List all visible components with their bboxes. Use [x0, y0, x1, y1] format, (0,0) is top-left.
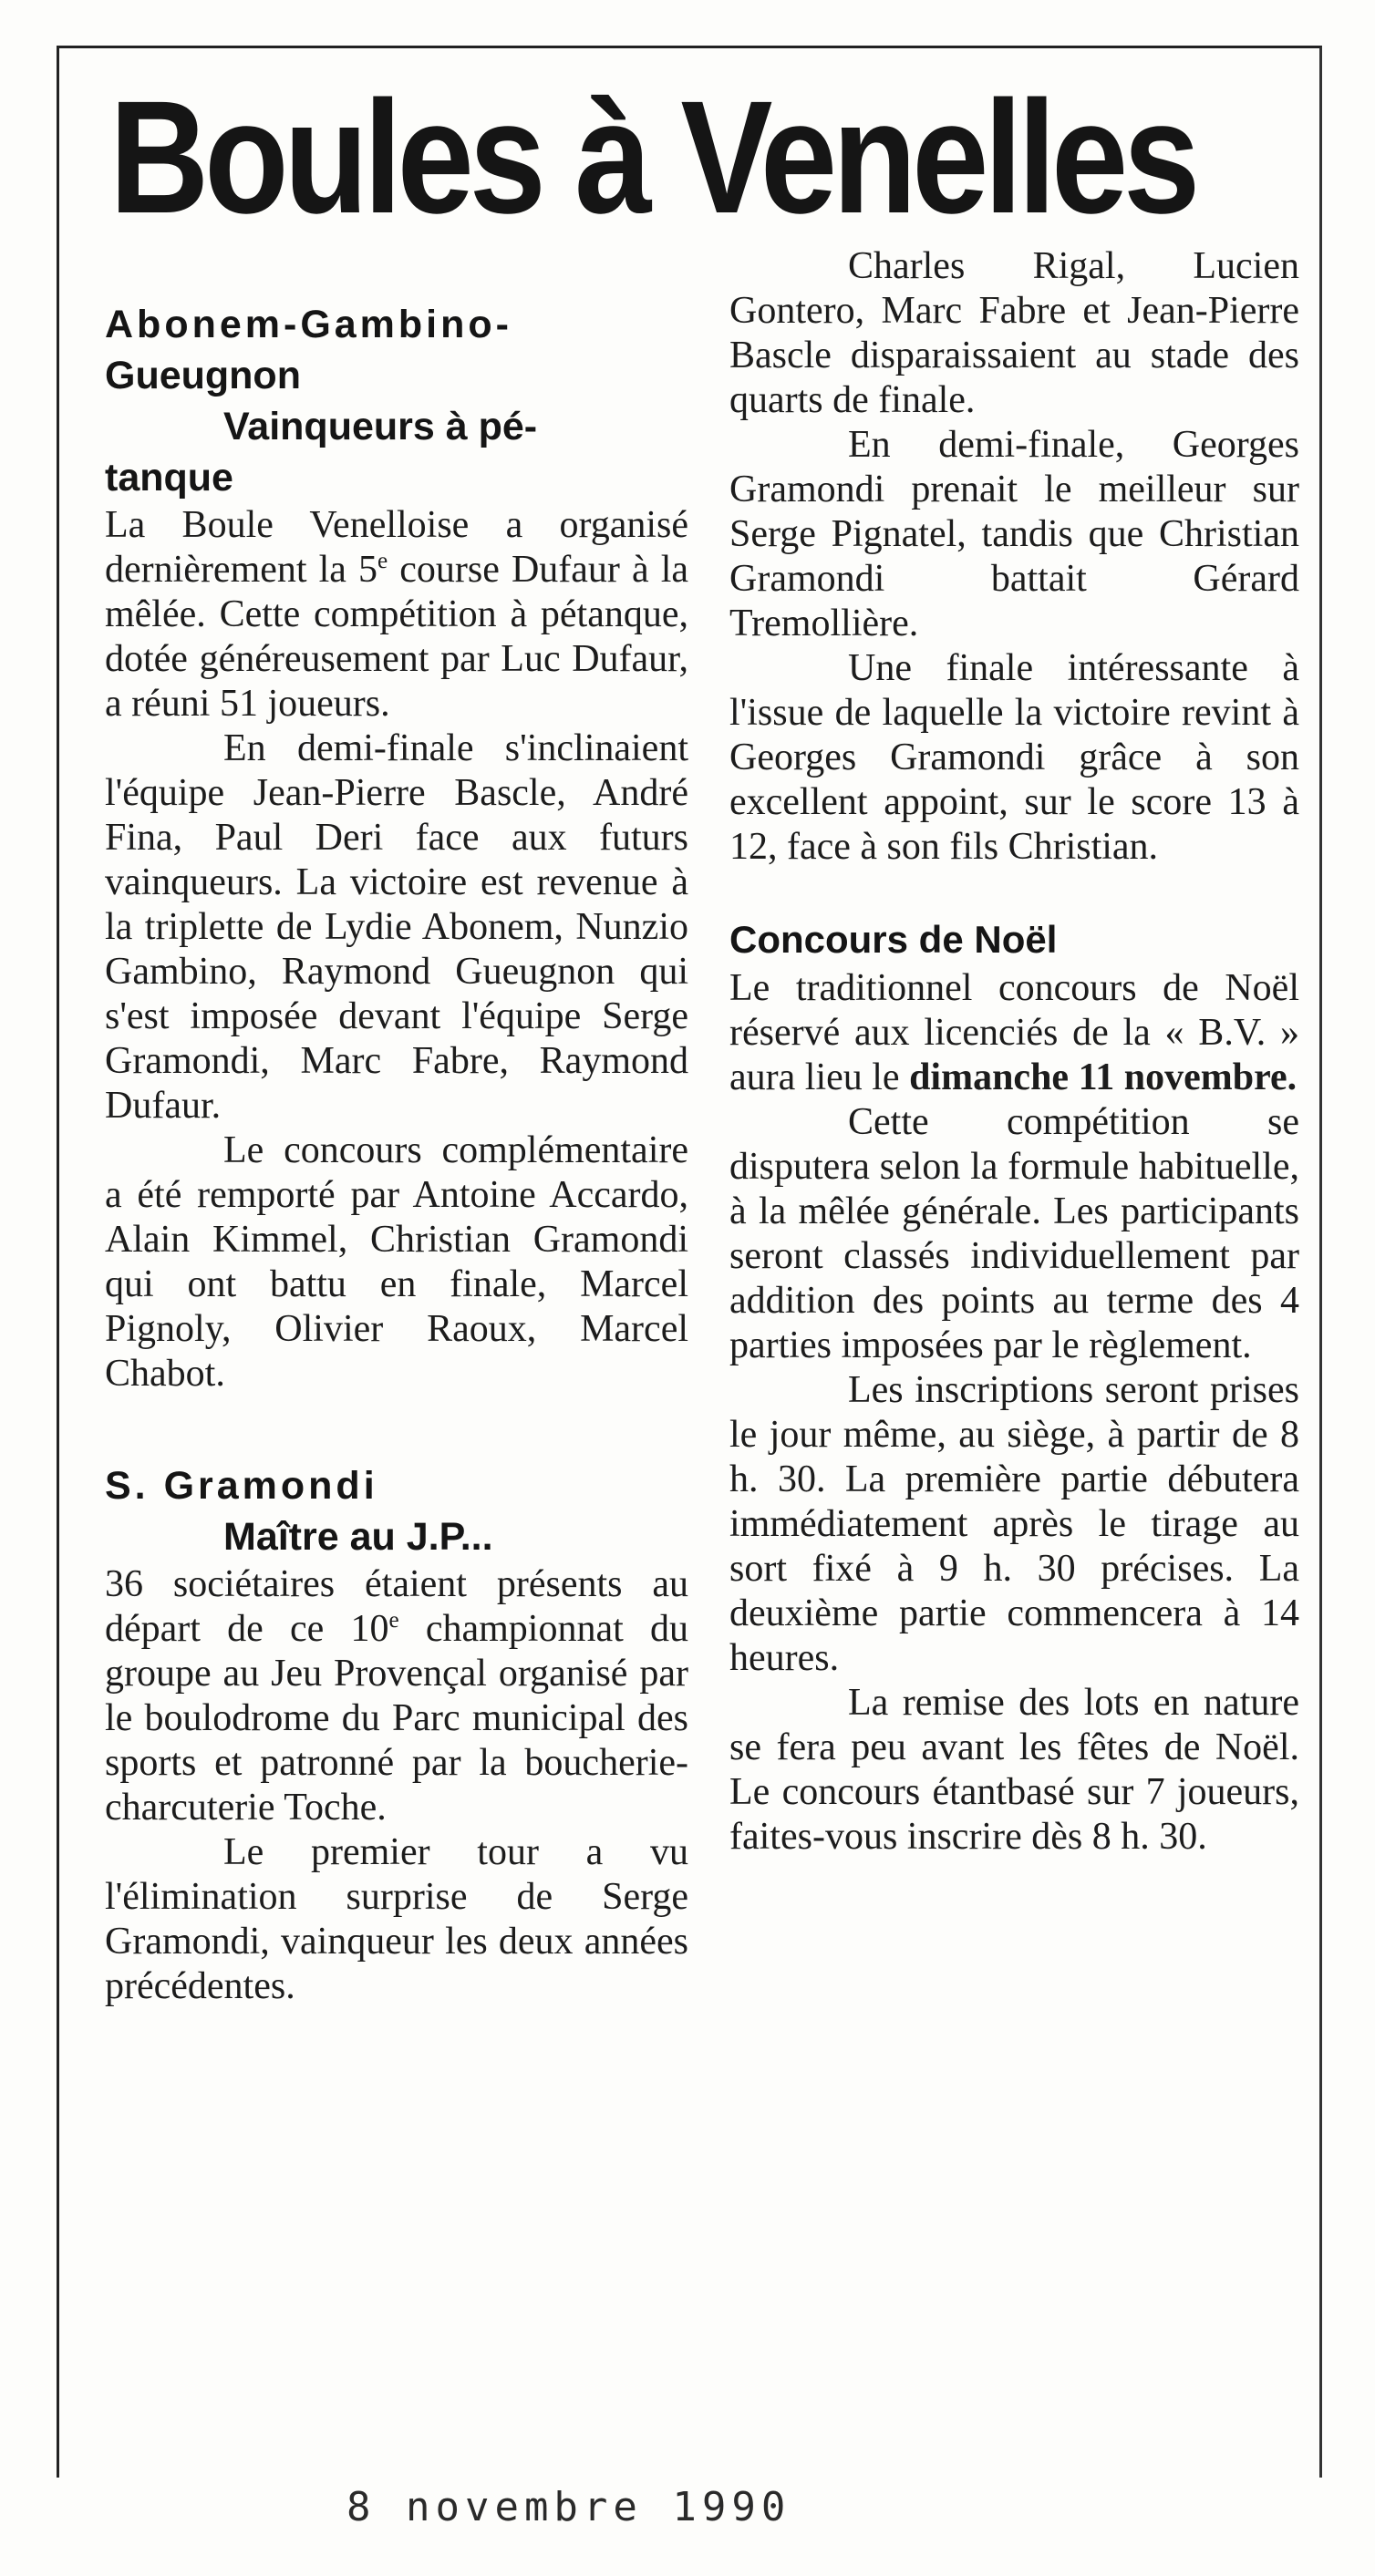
right-column: [729, 244, 1299, 1860]
section-title-line: Maître au J.P...: [223, 1515, 493, 1559]
paragraph: Le concours complémentaire a été remporté par Antoine Accardo, Alain Kimmel, Christian Gramondi qui ont battu en finale, Marcel Pignoly, Olivier Raoux, Marcel Chabot.: [105, 1129, 688, 1395]
paragraph-text: 36 sociétaires étaient présents au départ de ce 10: [105, 1563, 688, 1650]
section-title-line: Gueugnon: [105, 354, 301, 397]
paragraph: [105, 1562, 688, 1830]
paragraph: En demi-finale s'inclinaient l'équipe Jean-Pierre Bascle, André Fina, Paul Deri face aux futurs vainqueurs. La victoire est revenue à la triplette de Lydie Abonem, Nunzio Gambino, Raymond Gueugnon qui s'est imposée devant l'équipe Serge Gramondi, Marc Fabre, Raymond Dufaur.: [105, 727, 688, 1127]
left-column: [105, 299, 688, 2009]
paragraph: Le premier tour a vu l'élimination surprise de Serge Gramondi, vainqueur les deux années précédentes.: [105, 1831, 688, 2007]
section-title-line: S. Gramondi: [105, 1464, 378, 1508]
headline: Boules à Venelles: [109, 68, 1196, 247]
section-title-line: Abonem-Gambino-: [105, 303, 512, 346]
section-title-line: Vainqueurs à pé-: [223, 405, 538, 448]
bold-date: dimanche 11 novembre.: [909, 1056, 1297, 1098]
section-title-line: tanque: [105, 456, 233, 500]
paragraph-text: championnat du groupe au Jeu Provençal organisé par le boulodrome du Parc municipal des sports et patronné par la boucherie-charcuterie Toche.: [105, 1608, 688, 1829]
superscript: e: [388, 1608, 399, 1633]
paragraph: Les inscriptions seront prises le jour même, au siège, à partir de 8 h. 30. La première partie débutera immédiatement après le tirage au sort fixé à 9 h. 30 précises. La deuxième partie commencera à 14 heures.: [729, 1369, 1299, 1679]
paragraph: La remise des lots en nature se fera peu avant les fêtes de Noël. Le concours étantbasé sur 7 joueurs, faites-vous inscrire dès 8 h. 30.: [729, 1682, 1299, 1858]
handwritten-date: 8 novembre 1990: [346, 2484, 791, 2530]
paragraph: En demi-finale, Georges Gramondi prenait le meilleur sur Serge Pignatel, tandis que Christian Gramondi battait Gérard Tremollière.: [729, 424, 1299, 644]
paragraph: [105, 503, 688, 726]
paragraph-text: La Boule Venelloise a organisé dernièrement la 5: [105, 504, 688, 591]
paragraph-text: Le traditionnel concours de Noël réservé aux licenciés de la « B.V. » aura lieu le: [729, 967, 1299, 1098]
section-title-petanque: [105, 299, 688, 503]
superscript: e: [377, 549, 388, 573]
paragraph: Une finale intéressante à l'issue de laquelle la victoire revint à Georges Gramondi grâce à son excellent appoint, sur le score 13 à 12, face à son fils Christian.: [729, 647, 1299, 868]
section-title-gramondi: [105, 1460, 688, 1562]
paragraph: [729, 966, 1299, 1100]
newspaper-clipping: [57, 46, 1322, 2478]
paragraph: Cette compétition se disputera selon la formule habituelle, à la mêlée générale. Les participants seront classés individuellement par addition des points au terme des 4 parties imposées par le règlement.: [729, 1101, 1299, 1366]
section-title-noel: Concours de Noël: [729, 918, 1058, 961]
paragraph-text: course Dufaur à la mêlée. Cette compétition à pétanque, dotée généreusement par Luc Dufaur, a réuni 51 joueurs.: [105, 549, 689, 725]
paragraph: Charles Rigal, Lucien Gontero, Marc Fabre et Jean-Pierre Bascle disparaissaient au stade des quarts de finale.: [729, 245, 1299, 421]
